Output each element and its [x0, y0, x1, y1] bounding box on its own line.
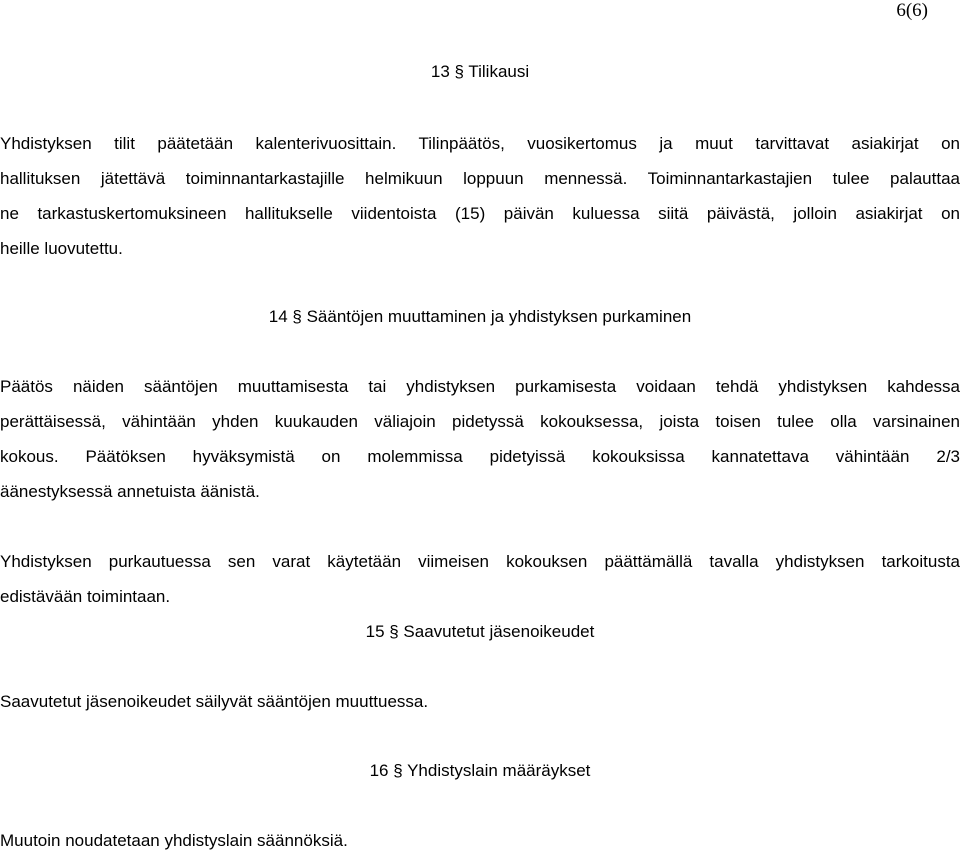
section-heading: 13 § Tilikausi: [430, 62, 530, 81]
paragraph-line: Yhdistyksen purkautuessa sen varat käytetään viimeisen kokouksen päättämällä tavalla yhdistyksen tarkoitusta: [0, 552, 960, 571]
section-heading: 14 § Sääntöjen muuttaminen ja yhdistyksen purkaminen: [268, 307, 692, 326]
paragraph-line: äänestyksessä annetuista äänistä.: [0, 482, 260, 501]
paragraph: [0, 126, 960, 266]
paragraph-line: edistävään toimintaan.: [0, 587, 171, 606]
page-number: 6(6): [896, 0, 928, 21]
section-heading: 16 § Yhdistyslain määräykset: [369, 761, 591, 780]
paragraph-line: Saavutetut jäsenoikeudet säilyvät sääntöjen muuttuessa.: [0, 692, 429, 711]
paragraph-line: ne tarkastuskertomuksineen hallitukselle viidentoista (15) päivän kuluessa siitä päivästä, jolloin asiakirjat on: [0, 204, 960, 223]
paragraph-line: perättäisessä, vähintään yhden kuukauden väliajoin pidetyssä kokouksessa, joista toisen tulee olla varsinainen: [0, 412, 960, 431]
paragraph-line: hallituksen jätettävä toiminnantarkastajille helmikuun loppuun mennessä. Toiminnantarkastajien tulee palauttaa: [0, 169, 960, 188]
paragraph-line: Päätös näiden sääntöjen muuttamisesta tai yhdistyksen purkamisesta voidaan tehdä yhdistyksen kahdessa: [0, 377, 960, 396]
paragraph: [0, 544, 960, 614]
paragraph-line: Yhdistyksen tilit päätetään kalenterivuosittain. Tilinpäätös, vuosikertomus ja muut tarvittavat asiakirjat on: [0, 134, 960, 153]
paragraph-line: kokous. Päätöksen hyväksymistä on molemmissa pidetyissä kokouksissa kannatettava vähintään 2/3: [0, 447, 960, 466]
paragraph: [0, 823, 960, 858]
section-heading: 15 § Saavutetut jäsenoikeudet: [365, 622, 595, 641]
paragraph: [0, 684, 960, 719]
paragraph-line: heille luovutettu.: [0, 239, 123, 258]
paragraph-line: Muutoin noudatetaan yhdistyslain säännöksiä.: [0, 831, 348, 850]
paragraph: [0, 369, 960, 509]
